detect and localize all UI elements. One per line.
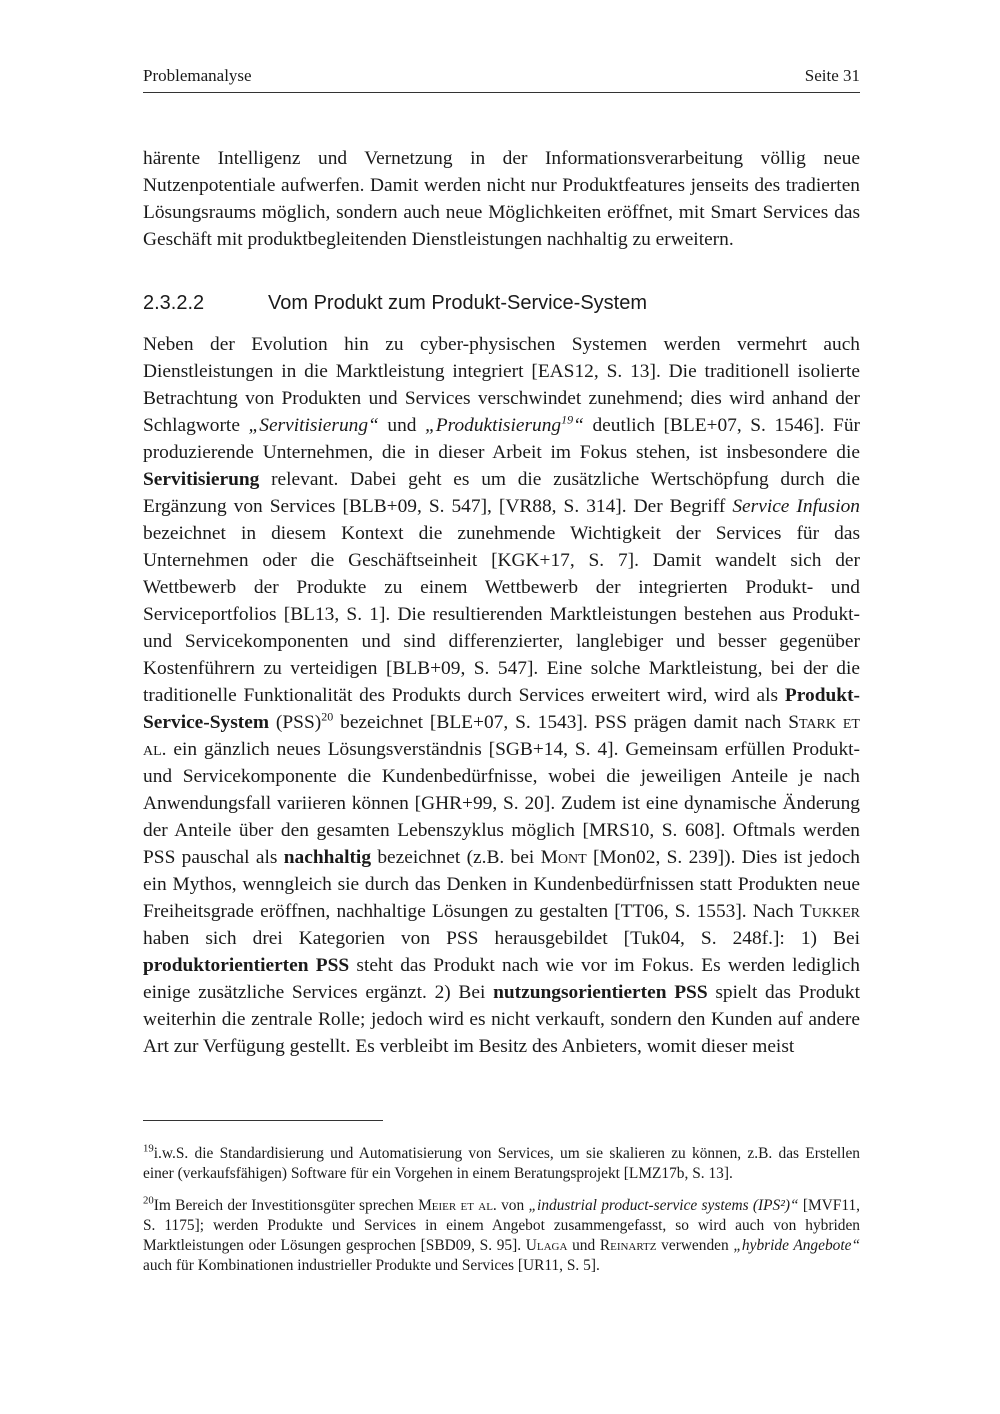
text-run: ein gänzlich neues Lösungsverständnis [SGB+14, S. 4]. Gemeinsam erfüllen Produkt- und Servicekomponente die Kundenbedürfnisse, wobei die jeweiligen Anteile je nach Anwendungsfall variieren können [GHR+99, S. 20]. Zudem ist eine dynamische Änderung der Anteile über den gesamten Lebenszyklus möglich [MRS10, S. 608]. Oftmals werden PSS pauschal als <box>143 739 860 868</box>
text-run: (PSS) <box>269 712 322 733</box>
italic-term: „hybride Angebote“ <box>733 1237 861 1254</box>
text-run: Neben der Evolution hin zu cyber-physischen Systemen werden vermehrt auch Dienstleistungen in die Marktleistung integriert [EAS12, S. 13]. Die traditionell isolierte Betrachtung von Produkten und Services verschwindet zunehmend; dies wird anhand der Schlagworte <box>143 334 860 436</box>
italic-term: Service Infusion <box>732 496 860 517</box>
section-title: Vom Produkt zum Produkt-Service-System <box>268 292 648 314</box>
footnote-text: Im Bereich der Investitionsgüter sprechen <box>153 1197 419 1214</box>
header-chapter-title: Problemanalyse <box>143 66 252 85</box>
text-run: steht das Produkt nach wie vor im Fokus. Es werden lediglich einige zusätzliche Services ergänzt. 2) Bei <box>143 955 860 1003</box>
bold-term: nachhaltig <box>283 847 372 868</box>
body-paragraph-2 <box>143 331 860 1060</box>
footnote-text: auch für Kombinationen industrieller Produkte und Services [UR11, S. 5]. <box>143 1257 600 1274</box>
bold-term: Servitisierung <box>143 469 260 490</box>
author-name: Meier et al. <box>418 1197 497 1214</box>
text-run: bezeichnet in diesem Kontext die zunehmende Wichtigkeit der Services für das Unternehmen oder die Geschäftseinheit [KGK+17, S. 7]. Damit wandelt sich der Wettbewerb der Produkte zu einem Wettbewerb der integrierten Produkt- und Serviceportfolios [BL13, S. 1]. Die resultierenden Marktleistungen bestehen aus Produkt- und Servicekomponenten und sind differenzierter, langlebiger und besser gegenüber Kostenführern zu verteidigen [BLB+09, S. 547]. Eine solche Marktleistung, bei der die traditionelle Funktionalität des Produkts durch Services erweitert wird, wird als <box>143 523 860 706</box>
footnote-text: i.w.S. die Standardisierung und Automatisierung von Services, um sie skalieren zu können, z.B. das Erstellen einer (verkaufsfähigen) Software für ein Vorgehen in einem Beratungsprojekt [LMZ17b, S. 13]. <box>143 1145 860 1182</box>
italic-term: „Servitisierung“ <box>248 415 379 436</box>
header-rule <box>143 92 860 93</box>
footnote-rule <box>143 1120 383 1121</box>
header-page-number: Seite 31 <box>804 66 860 85</box>
text-run: [Mon02, S. 239]). Dies ist jedoch ein Mythos, wenngleich sie durch das Denken in Kundenbedürfnissen statt Produkten neue Freiheitsgrade eröffnen, nachhaltige Lösungen zu gestalten [TT06, S. 1553]. Nach <box>143 847 860 922</box>
running-header <box>143 66 860 86</box>
footnote-20 <box>143 1196 860 1276</box>
author-name: Tukker <box>799 901 860 922</box>
body-paragraph-1: härente Intelligenz und Vernetzung in der Informationsverarbeitung völlig neue Nutzenpotentiale aufwerfen. Damit werden nicht nur Produktfeatures jenseits des tradierten Lösungsraums möglich, sondern auch neue Möglichkeiten eröffnet, mit Smart Services das Geschäft mit produktbegleitenden Dienstleistungen nachhaltig zu erweitern. <box>143 148 860 250</box>
text-run: haben sich drei Kategorien von PSS herausgebildet [Tuk04, S. 248f.]: 1) Bei <box>143 928 860 949</box>
author-name: Ulaga <box>525 1237 568 1254</box>
footnote-19 <box>143 1144 860 1184</box>
author-name: Mont <box>540 847 587 868</box>
author-name: Reinartz <box>599 1237 657 1254</box>
section-heading <box>143 292 860 315</box>
text-run: spielt das Produkt weiterhin die zentrale Rolle; jedoch wird es nicht verkauft, sondern den Kunden auf andere Art zur Verfügung gestellt. Es verbleibt im Besitz des Anbieters, womit dieser meist <box>143 982 861 1057</box>
text-run: und <box>378 415 425 436</box>
footnote-text: verwenden <box>656 1237 734 1254</box>
bold-term: Produkt-Service-System <box>143 685 860 733</box>
footnote-number: 19 <box>143 1142 154 1155</box>
text-run: bezeichnet [BLE+07, S. 1543]. PSS prägen damit nach <box>333 712 789 733</box>
italic-term-text: “ <box>573 415 584 436</box>
bold-term: produktorientierten PSS <box>143 955 350 976</box>
footnote-text: [MVF11, S. 1175]; werden Produkte und Services in einem Angebot zusammengefasst, so wird auch von hybriden Marktleistungen oder Lösungen gesprochen [SBD09, S. 95]. <box>143 1197 861 1254</box>
text-run: deutlich [BLE+07, S. 1546]. Für produzierende Unternehmen, die in dieser Arbeit im Fokus stehen, ist insbesondere die <box>143 415 860 463</box>
italic-term-text: „Produktisierung <box>425 415 562 436</box>
text-run: relevant. Dabei geht es um die zusätzliche Wertschöpfung durch die Ergänzung von Services [BLB+09, S. 547], [VR88, S. 314]. Der Begriff <box>143 469 860 517</box>
footnote-ref-19[interactable]: 19 <box>561 412 574 427</box>
bold-term: nutzungsorientierten PSS <box>493 982 708 1003</box>
footnote-text: von <box>496 1197 529 1214</box>
italic-term: „industrial product-service systems (IPS²)“ <box>528 1197 799 1214</box>
author-name: Stark et al. <box>143 712 860 760</box>
footnote-text: und <box>567 1237 600 1254</box>
footnote-number: 20 <box>143 1194 154 1207</box>
text-run: bezeichnet (z.B. bei <box>371 847 541 868</box>
footnote-ref-20[interactable]: 20 <box>321 709 334 724</box>
italic-term <box>425 412 584 436</box>
section-number: 2.3.2.2 <box>143 292 205 314</box>
